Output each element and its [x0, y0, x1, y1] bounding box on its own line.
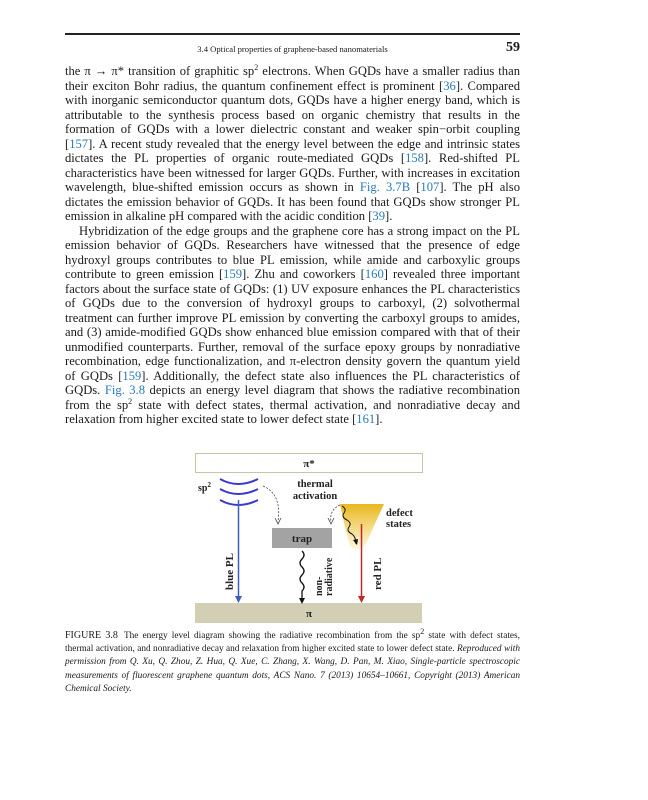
header-rule	[65, 33, 520, 35]
reference-link[interactable]: Fig. 3.8	[104, 383, 146, 397]
superscript: 2	[254, 62, 259, 72]
thermal-activation-label: thermal activation	[292, 479, 338, 502]
reference-link[interactable]: 107	[420, 180, 440, 194]
blue-pl-label: blue PL	[224, 553, 236, 590]
pi-label: π	[305, 608, 313, 620]
caption-text-cont: state with defect states, thermal activation, and nonradiative decay and relaxation from higher excited state to lower defect state.	[65, 631, 520, 655]
reference-link[interactable]: 160	[364, 267, 384, 281]
superscript: 2	[128, 396, 133, 406]
text-run: [	[410, 180, 421, 194]
text-run: state with defect states, thermal activation, and nonradiative decay and relaxation from higher excited state to lower defect state [	[65, 397, 520, 426]
running-header	[65, 40, 520, 58]
caption-text: The energy level diagram showing the radiative recombination from the sp	[123, 631, 421, 641]
text-run: the π → π* transition of graphitic sp	[65, 64, 255, 78]
caption-credit: Reproduced with permission from Q. Xu, Q. Zhou, Z. Hua, Q. Xue, C. Zhang, X. Wang, D. Pan, M. Xiao, Single-particle spectroscopic measurements of fluorescent graphene quantum dots, ACS Nano. 7 (2013) 10654–10661, Copyright (2013) American Chemical Society.	[65, 644, 520, 694]
reference-link[interactable]: 159	[223, 267, 243, 281]
text-run: ]. Additionally, the defect state also influences the PL characteristics of GQDs.	[65, 368, 520, 397]
pi-star-label: π*	[303, 458, 315, 470]
defect-states-label: defect states	[386, 508, 413, 530]
reference-link[interactable]: 36	[443, 78, 456, 93]
reference-link[interactable]: 39	[372, 209, 386, 223]
figure-3-8-diagram	[190, 448, 430, 628]
page-number: 59	[506, 40, 520, 55]
nonradiative-wavy-arrow	[300, 551, 304, 599]
text-run: ]. A recent study revealed that the energy level between the edge and intrinsic states dictates the PL properties of organic route-mediated GQDs [	[65, 136, 520, 165]
text-run: electrons. When GQDs have a smaller radius than their exciton Bohr radius, the quantum confinement effect is prominent [	[65, 64, 520, 93]
reference-link[interactable]: 161	[356, 412, 376, 426]
sp2-label: $sp^2$	[198, 481, 211, 494]
thermal-arrow-left	[263, 486, 279, 522]
nonradiative-label: non-radiative	[314, 557, 335, 596]
reference-link[interactable]: 157	[69, 136, 89, 151]
paragraph	[65, 64, 520, 224]
body-text	[65, 64, 520, 427]
reference-link[interactable]: 159	[122, 368, 142, 383]
trap-label: trap	[291, 533, 313, 545]
figure-caption	[65, 626, 520, 696]
text-run: ].	[385, 209, 393, 223]
thermal-arrow-right	[331, 505, 340, 522]
running-title: 3.4 Optical properties of graphene-based nanomaterials	[197, 44, 388, 54]
reference-link[interactable]: Fig. 3.7B	[359, 180, 411, 194]
text-run: ].	[375, 412, 383, 426]
text-run: depicts an energy level diagram that shows the radiative recombination from the sp	[65, 383, 520, 412]
text-run: ] revealed three important factors about the surface state of GQDs: (1) UV exposure enhances the PL characteristics of GQDs due to the conversion of hydroxyl groups to carboxyl, (2) solvothermal treatment can further improve PL emission by converting the carboxyl groups to amides, and (3) amide-modified GQDs show enhanced blue emission compared with that of their unmodified counterparts. Further, removal of the surface epoxy groups by nonradiative recombination, edge functionalization, and π-electron density govern the quantum yield of GQDs [	[65, 267, 521, 383]
text-run: ]. Red-shifted PL characteristics have been witnessed for larger GQDs. Further, with increases in excitation wavelength, blue-shifted emission occurs as shown in	[65, 151, 520, 194]
text-run: ]. The pH also dictates the emission behavior of GQDs. It has been found that GQDs show stronger PL emission in alkaline pH compared with the acidic condition [	[65, 180, 520, 223]
text-run: ]. Zhu and coworkers [	[242, 267, 365, 281]
figure-label: FIGURE 3.8	[65, 630, 118, 641]
reference-link[interactable]: 158	[405, 151, 424, 165]
paragraph	[65, 224, 520, 427]
text-run: ]. Compared with inorganic semiconductor quantum dots, GQDs have a higher energy band, which is attributable to the synthesis process based on organic chemistry that results in the formation of GQDs with a lower dielectric constant and weaker spin−orbit coupling [	[65, 78, 521, 151]
text-run: Hybridization of the edge groups and the graphene core has a strong impact on the PL emission behavior of GQDs. Researchers have witnessed that the presence of edge hydroxyl groups contributes to blue PL emission, while amide and carboxylic groups contribute to green emission [	[65, 223, 520, 281]
red-pl-label: red PL	[372, 557, 384, 590]
caption-superscript: 2	[420, 626, 425, 636]
